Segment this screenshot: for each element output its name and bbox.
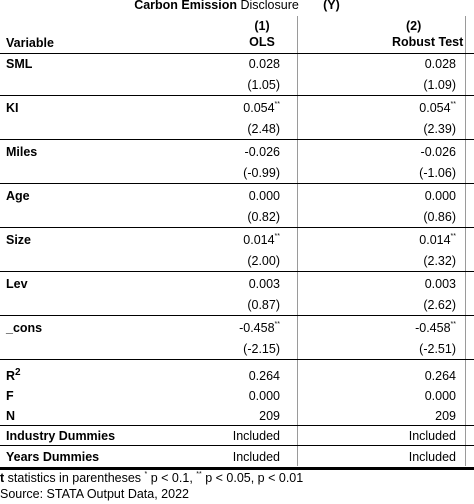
coef-col2: 0.028 <box>424 57 456 71</box>
r2-col1: 0.264 <box>248 369 280 383</box>
tstat-col2: (2.62) <box>423 298 456 312</box>
note-t: t <box>0 471 5 485</box>
f-label: F <box>6 389 14 403</box>
row-rule <box>0 139 474 140</box>
n-col1: 209 <box>259 409 280 423</box>
tstat-col1: (2.00) <box>247 254 280 268</box>
tstat-col2: (-1.06) <box>419 166 456 180</box>
note-sig-1: * <box>144 471 148 478</box>
dependent-variable-bold: Carbon Emission <box>134 0 237 12</box>
n-label: N <box>6 409 16 423</box>
row-rule <box>0 271 474 272</box>
r2-col2: 0.264 <box>424 369 456 383</box>
tstat-col2: (0.86) <box>423 210 456 224</box>
industry-dummies-col2: Included <box>408 429 456 443</box>
dependent-variable-header <box>0 0 474 15</box>
coef-col2: -0.026 <box>420 145 456 159</box>
coef-col2: -0.458** <box>415 321 456 335</box>
sig-stars-col2: ** <box>450 321 456 328</box>
coef-col1: 0.028 <box>248 57 280 71</box>
coef-col1: -0.026 <box>244 145 280 159</box>
source-note: Source: STATA Output Data, 2022 <box>0 487 189 501</box>
variable-column-header: Variable <box>6 36 54 50</box>
dependent-variable-y: (Y) <box>323 0 340 12</box>
coef-col1: -0.458** <box>239 321 280 335</box>
coef-col1: 0.000 <box>248 189 280 203</box>
f-col1: 0.000 <box>248 389 280 403</box>
sig-stars-col1: ** <box>274 233 280 240</box>
variable-name: Miles <box>6 145 38 159</box>
tstat-col2: (2.39) <box>423 122 456 136</box>
sig-stars-col2: ** <box>450 233 456 240</box>
tstat-col1: (0.87) <box>247 298 280 312</box>
industry-dummies-col1: Included <box>232 429 280 443</box>
variable-name: SML <box>6 57 33 71</box>
note-sig-2: ** <box>196 471 202 478</box>
column-2-name: Robust Test <box>392 35 464 49</box>
n-col2: 209 <box>435 409 456 423</box>
variable-name: _cons <box>6 321 43 335</box>
sig-stars-col2: ** <box>450 101 456 108</box>
variable-name: Lev <box>6 277 28 291</box>
column-2-header <box>392 18 474 50</box>
variable-name: Size <box>6 233 32 247</box>
header-rule <box>0 53 474 54</box>
years-dummies-col2: Included <box>408 450 456 464</box>
f-col2: 0.000 <box>424 389 456 403</box>
tstat-col2: (1.09) <box>423 78 456 92</box>
coef-col1: 0.003 <box>248 277 280 291</box>
coef-col1: 0.014** <box>243 233 280 247</box>
column-divider-1 <box>297 16 298 466</box>
dependent-variable-plain: Disclosure <box>240 0 299 12</box>
tstat-col1: (-2.15) <box>243 342 280 356</box>
note-text-2: p < 0.1, <box>147 471 197 485</box>
column-2-number: (2) <box>406 19 422 33</box>
r2-label: $R^2$ <box>6 367 21 383</box>
coef-col2: 0.003 <box>424 277 456 291</box>
tstat-col1: (2.48) <box>247 122 280 136</box>
stats-rule <box>0 425 474 426</box>
tstat-col2: (2.32) <box>423 254 456 268</box>
variable-name: KI <box>6 101 19 115</box>
sig-stars-col1: ** <box>274 321 280 328</box>
note-text-3: p < 0.05, p < 0.01 <box>201 471 304 485</box>
tstat-col1: (1.05) <box>247 78 280 92</box>
industry-dummies-label: Industry Dummies <box>6 429 116 443</box>
bottom-rule <box>0 467 474 470</box>
row-rule <box>0 359 474 360</box>
years-dummies-label: Years Dummies <box>6 450 100 464</box>
coef-col1: 0.054** <box>243 101 280 115</box>
row-rule <box>0 95 474 96</box>
sig-stars-col1: ** <box>274 101 280 108</box>
coef-col2: 0.014** <box>419 233 456 247</box>
variable-name: Age <box>6 189 30 203</box>
column-1-name: OLS <box>249 35 275 49</box>
column-1-number: (1) <box>254 19 270 33</box>
row-rule <box>0 183 474 184</box>
note-text-1: statistics in parentheses <box>4 471 145 485</box>
tstat-col1: (-0.99) <box>243 166 280 180</box>
row-rule <box>0 315 474 316</box>
tstat-col1: (0.82) <box>247 210 280 224</box>
years-dummies-col1: Included <box>232 450 280 464</box>
coef-col2: 0.054** <box>419 101 456 115</box>
coef-col2: 0.000 <box>424 189 456 203</box>
column-divider-2 <box>465 16 466 466</box>
tstat-col2: (-2.51) <box>419 342 456 356</box>
row-rule <box>0 227 474 228</box>
significance-note <box>0 471 303 485</box>
industry-rule <box>0 445 474 446</box>
